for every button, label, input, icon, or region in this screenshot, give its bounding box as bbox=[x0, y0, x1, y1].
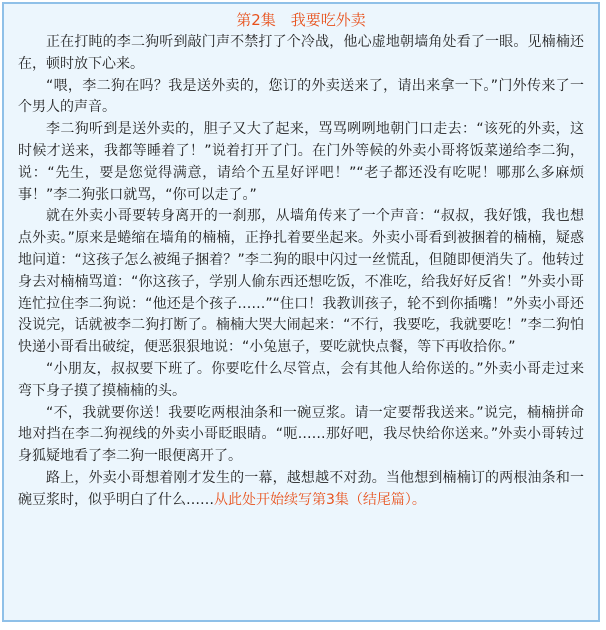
paragraph-1: 正在打盹的李二狗听到敲门声不禁打了个冷战，他心虚地朝墙角处看了一眼。见楠楠还在，顿时放下心来。 bbox=[18, 34, 584, 72]
paragraph-2: “喂，李二狗在吗？我是送外卖的，您订的外卖送来了，请出来拿一下。”门外传来了一个男人的声音。 bbox=[18, 77, 584, 116]
paragraph-4: 就在外卖小哥要转身离开的一刹那，从墙角传来了一个声音：“叔叔，我好饿，我也想点外卖。”原来是蜷缩在墙角的楠楠，正挣扎着要坐起来。外卖小哥看到被捆着的楠楠，疑惑地问道：“这孩子怎么被绳子捆着？”李二狗的眼中闪过一丝慌乱，但随即便消失了。他转过身去对楠楠骂道：“你这孩子，学别人偷东西还想吃饭，不准吃，给我好好反省！”外卖小哥连忙拉住李二狗说：“他还是个孩子……”“住口！我教训孩子，轮不到你插嘴！”外卖小哥还没说完，话就被李二狗打断了。楠楠大哭大闹起来：“不行，我要吃，我就要吃！”李二狗怕快递小哥看出破绽，便恶狠狠地说：“小兔崽子，要吃就快点餐，等下再收拾你。” bbox=[18, 208, 584, 356]
paragraph-7 bbox=[18, 468, 584, 512]
paragraph-7-text: 路上，外卖小哥想着刚才发生的一幕，越想越不对劲。当他想到楠楠订的两根油条和一碗豆浆时，似乎明白了什么…… bbox=[18, 469, 584, 508]
story-panel bbox=[2, 2, 600, 622]
paragraph-6: “不，我就要你送！我要吃两根油条和一碗豆浆。请一定要帮我送来。”说完，楠楠拼命地对挡在李二狗视线的外卖小哥眨眼睛。“呃……那好吧，我尽快给你送来。”外卖小哥转过身狐疑地看了李二狗一眼便离开了。 bbox=[18, 404, 584, 465]
continue-writing-note: 从此处开始续写第3集（结尾篇）。 bbox=[214, 491, 426, 508]
story-body bbox=[4, 30, 598, 512]
paragraph-3: 李二狗听到是送外卖的，胆子又大了起来，骂骂咧咧地朝门口走去：“该死的外卖，这时候才送来，我都等睡着了！”说着打开了门。在门外等候的外卖小哥将饭菜递给李二狗，说：“先生，要是您觉得满意，请给个五星好评吧！”“老子都还没有吃呢！哪那么多麻烦事！”李二狗张口就骂，“你可以走了。” bbox=[18, 121, 584, 203]
episode-title: 第2集 我要吃外卖 bbox=[236, 11, 366, 29]
paragraph-5: “小朋友，叔叔要下班了。你要吃什么尽管点，会有其他人给你送的。”外卖小哥走过来弯下身子摸了摸楠楠的头。 bbox=[18, 360, 584, 399]
